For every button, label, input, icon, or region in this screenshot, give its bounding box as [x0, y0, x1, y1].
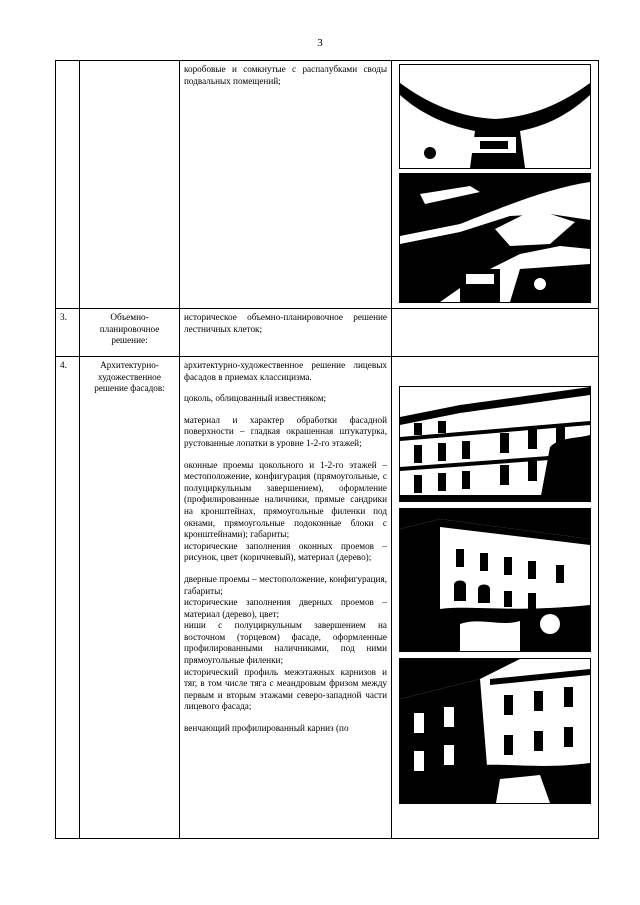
description-paragraph: материал и характер обработки фасадной поверхности – гладкая окрашенная штукатурка, рустованные лопатки в уровне 1-2-го этажей; [184, 414, 387, 448]
row-number [56, 61, 80, 309]
row-photos [392, 357, 599, 839]
vault-photo [399, 64, 591, 169]
row-description [180, 61, 392, 309]
row-number: 4. [56, 357, 80, 839]
description-paragraph: исторические заполнения дверных проемов – материал (дерево), цвет; [184, 597, 387, 619]
description-paragraph: историческое объемно-планировочное решение лестничных клеток; [184, 312, 387, 334]
description-paragraph: оконные проемы цокольного и 1-2-го этажей – местоположение, конфигурация (прямоугольные, с полуциркульным завершением), оформление (профилированные наличники, прямые сандрики на кронштейнах, прямоугольные филенки под окнами, прямоугольные подоконные блоки с кронштейнами); габариты; [184, 459, 387, 540]
description-paragraph: исторический профиль межэтажных карнизов и тяг, в том числе тяга с меандровым фризом между первым и вторым этажами северо-западной части лицевого фасада; [184, 666, 387, 712]
row-description [180, 309, 392, 357]
vault-photo [399, 173, 591, 303]
facade-photo [399, 386, 591, 502]
facade-photo [399, 508, 591, 652]
table-row [56, 357, 599, 839]
row-photos [392, 61, 599, 309]
row-name: Объемно-планировочное решение: [80, 309, 180, 357]
facade-photo [399, 658, 591, 804]
description-paragraph: ниши с полуциркульным завершением на восточном (торцевом) фасаде, оформленные профилированными наличниками, под ними прямоугольные филенки; [184, 620, 387, 666]
description-paragraph: исторические заполнения оконных проемов – рисунок, цвет (коричневый), материал (дерево); [184, 540, 387, 563]
description-paragraph: венчающий профилированный карниз (по [184, 723, 349, 734]
row-description [180, 357, 392, 839]
description-paragraph: коробовые и сомкнутые с распалубками своды подвальных помещений; [184, 64, 387, 86]
row-name [80, 61, 180, 309]
description-paragraph: цоколь, облицованный известняком; [184, 393, 327, 404]
row-number: 3. [56, 309, 80, 357]
description-paragraph: архитектурно-художественное решение лицевых фасадов в приемах классицизма. [184, 360, 387, 382]
row-photos [392, 309, 599, 357]
page-number: 3 [317, 37, 323, 49]
description-paragraph: дверные проемы – местоположение, конфигурация, габариты; [184, 573, 387, 596]
protection-subject-table [55, 60, 599, 839]
table-row [56, 61, 599, 309]
table-row [56, 309, 599, 357]
row-name: Архитектурно-художественное решение фасадов: [80, 357, 180, 839]
